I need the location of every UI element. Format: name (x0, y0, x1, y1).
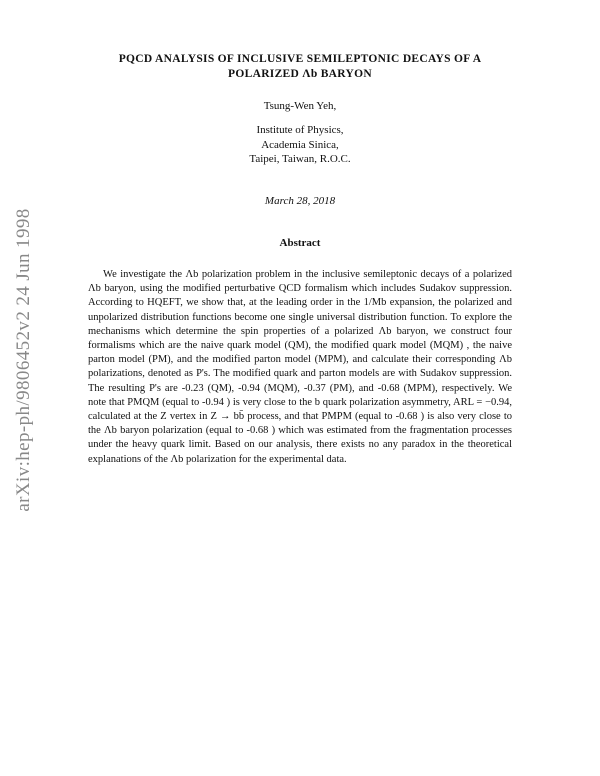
abstract-text: We investigate the Λb polarization problem in the inclusive semileptonic decays of a polarized Λb baryon, using the modified perturbative QCD formalism which includes Sudakov suppression. According to HQEFT, we show that, at the leading order in the 1/Mb expansion, the polarized and unpolarized distribution functions become one single universal distribution function. To explore the mechanisms which determine the spin properties of a polarized Λb baryon, we construct four formalisms which are the naive quark model (QM), the modified quark model (MQM) , the naive parton model (PM), and the modified parton model (MPM), and calculate their corresponding Λb polarizations, denoted as P's. The modified quark and parton models are with Sudakov suppression. The resulting P's are -0.23 (QM), -0.94 (MQM), -0.37 (PM), and -0.68 (MPM), respectively. We note that PMQM (equal to -0.94 ) is very close to the b quark polarization asymmetry, ARL = −0.94, calculated at the Z vertex in Z → bb̄ process, and that PMPM (equal to -0.68 ) is also very close to the Λb baryon polarization (equal to -0.68 ) which was estimated from the fragmentation processes under the heavy quark limit. Based on our analysis, there exists no any paradox in the theoretical explanations of the Λb polarization for the experimental data. (88, 269, 512, 465)
arxiv-identifier: arXiv:hep-ph/9806452v2 24 Jun 1998 (13, 208, 34, 512)
paper-title (40, 52, 560, 82)
affiliation-line: Academia Sinica, (261, 138, 339, 151)
affiliation-line: Taipei, Taiwan, R.O.C. (249, 153, 351, 165)
affiliation-line: Institute of Physics, (256, 124, 344, 136)
affiliation (0, 123, 600, 167)
title-line-2: POLARIZED Λb BARYON (228, 68, 372, 80)
title-line-1: PQCD ANALYSIS OF INCLUSIVE SEMILEPTONIC DECAYS OF A (118, 53, 482, 65)
abstract-heading: Abstract (279, 237, 321, 249)
author: Tsung-Wen Yeh, (263, 100, 337, 112)
date: March 28, 2018 (264, 195, 336, 207)
